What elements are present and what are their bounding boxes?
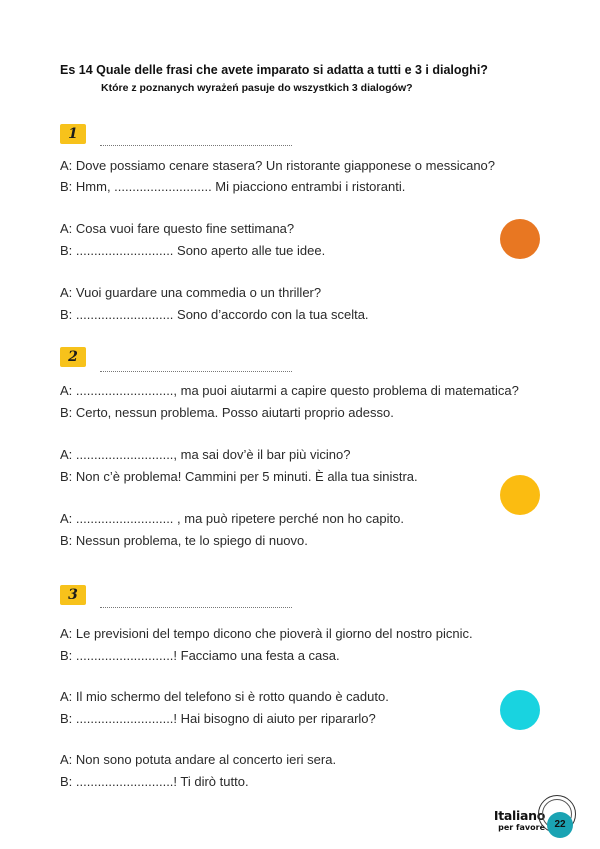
section-2-line-1: A: ..........................., ma puoi aiutarmi a capire questo problema di matematica? [60, 383, 519, 398]
cyan-circle [500, 690, 540, 730]
logo-sub-text: per favore [498, 822, 545, 832]
logo-main-text: Italiano [493, 808, 545, 823]
section-1-line-6: B: ........................... Sono d’accordo con la tua scelta. [60, 307, 369, 322]
exercise-subtitle: Które z poznanych wyrażeń pasuje do wszystkich 3 dialogów? [101, 82, 413, 94]
italiano-per-favore-logo [485, 810, 545, 832]
orange-circle [500, 219, 540, 259]
section-1-line-1: A: Dove possiamo cenare stasera? Un ristorante giapponese o messicano? [60, 158, 496, 173]
section-1-answer-line[interactable] [100, 145, 292, 146]
section-2-line-4: B: Non c’è problema! Cammini per 5 minuti. È alla tua sinistra. [60, 469, 418, 484]
yellow-circle [500, 475, 540, 515]
section-2-line-5: A: ........................... , ma può ripetere perché non ho capito. [60, 511, 404, 526]
page-number-badge: 22 [547, 812, 573, 838]
section-1-line-2: B: Hmm, ........................... Mi piacciono entrambi i ristoranti. [60, 179, 406, 194]
section-3-answer-line[interactable] [100, 607, 292, 608]
section-3-line-2: B: ...........................! Facciamo una festa a casa. [60, 648, 340, 663]
section-3-line-4: B: ...........................! Hai bisogno di aiuto per ripararlo? [60, 711, 376, 726]
section-1-badge: 1 [60, 124, 86, 144]
section-2-line-2: B: Certo, nessun problema. Posso aiutarti proprio adesso. [60, 405, 394, 420]
section-3-line-6: B: ...........................! Ti dirò tutto. [60, 774, 249, 789]
section-1-line-3: A: Cosa vuoi fare questo fine settimana? [60, 221, 295, 236]
section-3-line-3: A: Il mio schermo del telefono si è rotto quando è caduto. [60, 689, 389, 704]
section-3-line-1: A: Le previsioni del tempo dicono che pioverà il giorno del nostro picnic. [60, 626, 473, 641]
section-1-line-4: B: ........................... Sono aperto alle tue idee. [60, 243, 326, 258]
section-2-line-6: B: Nessun problema, te lo spiego di nuovo. [60, 533, 308, 548]
section-2-answer-line[interactable] [100, 371, 292, 372]
exercise-title: Es 14 Quale delle frasi che avete imparato si adatta a tutti e 3 i dialoghi? [60, 63, 488, 77]
section-2-badge: 2 [60, 347, 86, 367]
section-1-line-5: A: Vuoi guardare una commedia o un thriller? [60, 285, 322, 300]
section-3-line-5: A: Non sono potuta andare al concerto ieri sera. [60, 752, 337, 767]
section-3-badge: 3 [60, 585, 86, 605]
section-2-line-3: A: ..........................., ma sai dov’è il bar più vicino? [60, 447, 351, 462]
